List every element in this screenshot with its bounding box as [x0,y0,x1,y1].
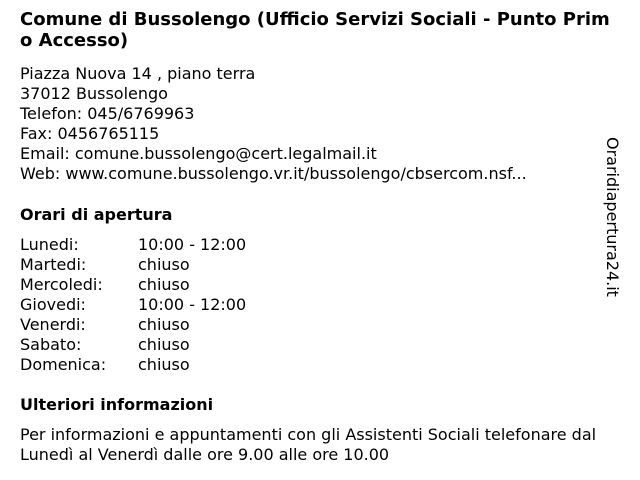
hours-row-tuesday [20,255,610,275]
day-hours: chiuso [138,335,190,354]
opening-hours-table [20,235,610,375]
day-hours: 10:00 - 12:00 [138,235,247,254]
email-line [20,144,610,164]
fax-number: Fax: 0456765115 [20,124,160,143]
day-hours: 10:00 - 12:00 [138,295,247,314]
hours-row-wednesday [20,275,610,295]
additional-info-heading: Ulteriori informazioni [20,395,214,414]
day-label: Sabato: [20,335,82,354]
day-hours: chiuso [138,315,190,334]
street-address: Piazza Nuova 14 , piano terra [20,64,256,83]
site-watermark: Oraridiapertura24.it [603,137,622,297]
day-label: Mercoledi: [20,275,103,294]
web-label: Web: [20,164,66,183]
day-label: Lunedi: [20,235,79,254]
day-label: Domenica: [20,355,107,374]
hours-row-friday [20,315,610,335]
phone-number: Telefon: 045/6769963 [20,104,195,123]
postal-city: 37012 Bussolengo [20,84,168,103]
day-hours: chiuso [138,255,190,274]
opening-hours-heading: Orari di apertura [20,205,173,224]
day-hours: chiuso [138,275,190,294]
office-details [20,9,610,465]
web-link[interactable]: www.comune.bussolengo.vr.it/bussolengo/cbsercom.nsf... [65,164,527,183]
day-label: Giovedi: [20,295,86,314]
hours-row-sunday [20,355,610,375]
email-link[interactable]: comune.bussolengo@cert.legalmail.it [74,144,377,163]
email-label: Email: [20,144,75,163]
day-hours: chiuso [138,355,190,374]
day-label: Venerdi: [20,315,86,334]
hours-row-thursday [20,295,610,315]
hours-row-monday [20,235,610,255]
address-block [20,64,610,184]
additional-info-text: Per informazioni e appuntamenti con gli Assistenti Sociali telefonare dal Lunedì al Venerdì dalle ore 9.00 alle ore 10.00 [20,425,597,464]
hours-row-saturday [20,335,610,355]
day-label: Martedi: [20,255,87,274]
page-title: Comune di Bussolengo (Ufficio Servizi Sociali - Punto Primo Accesso) [20,9,610,51]
web-line [20,164,610,184]
